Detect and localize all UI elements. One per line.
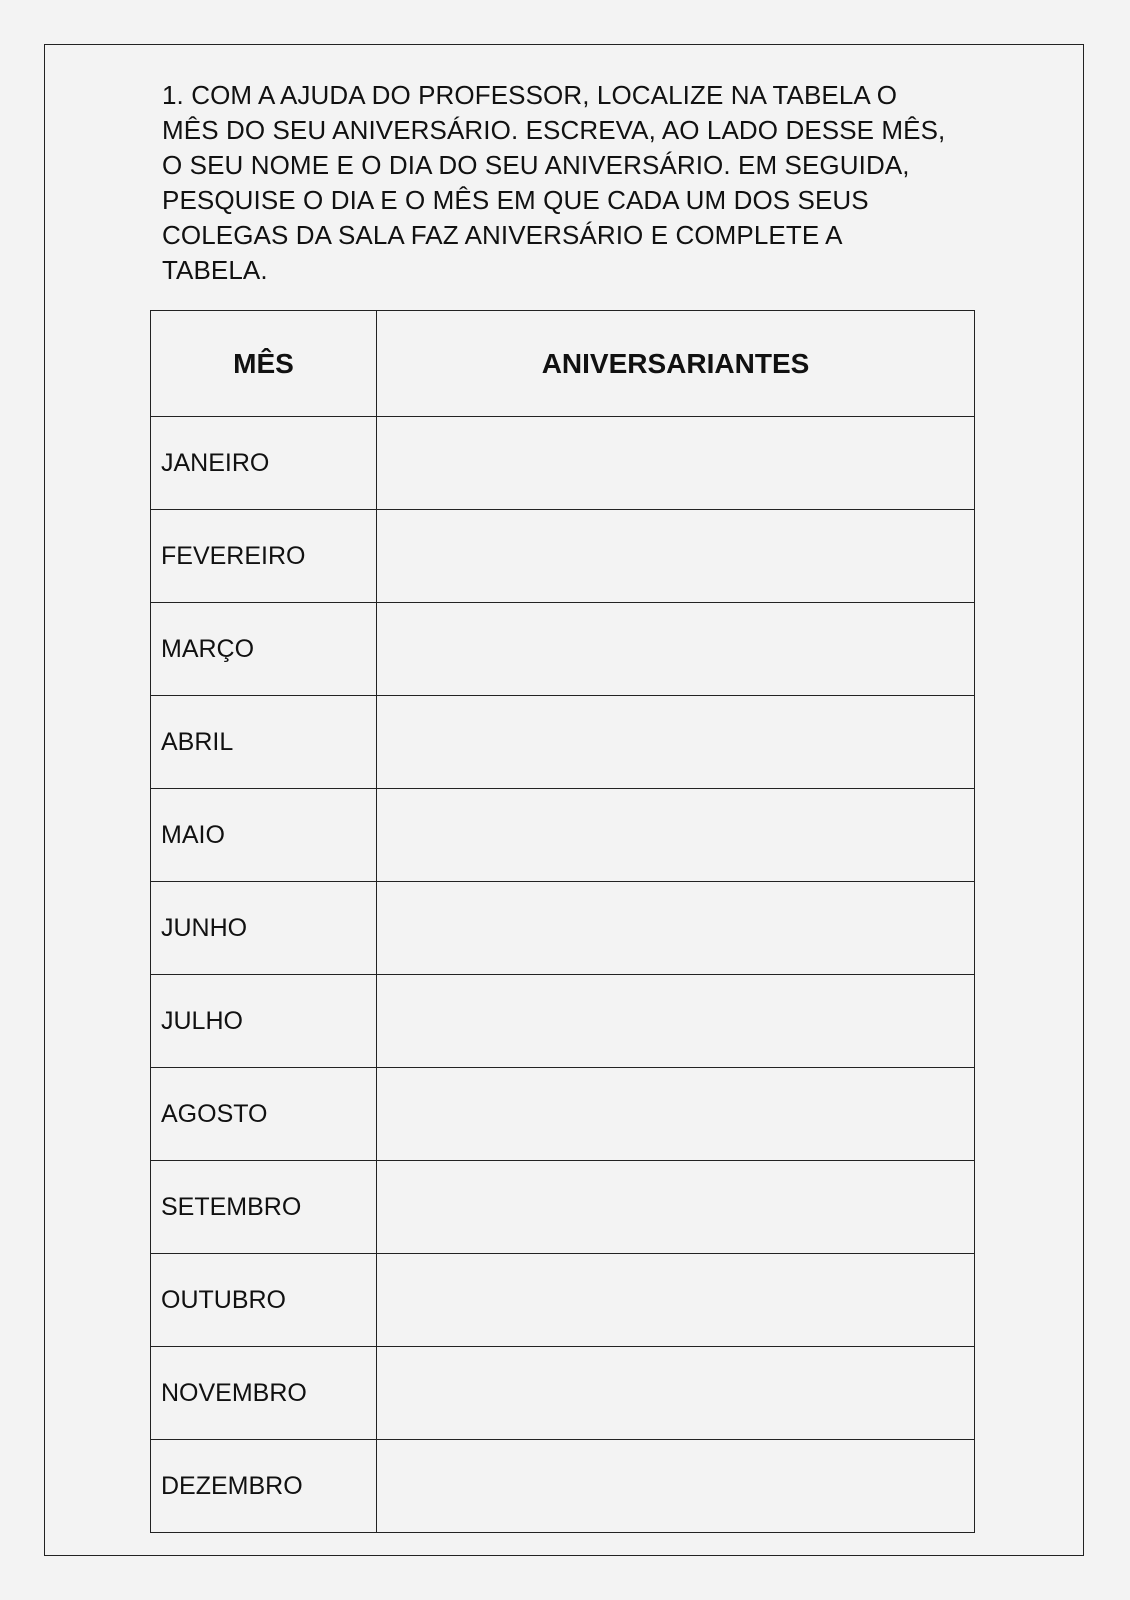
names-cell[interactable] bbox=[377, 1068, 975, 1161]
names-cell[interactable] bbox=[377, 1440, 975, 1533]
month-cell: JULHO bbox=[151, 975, 377, 1068]
instruction-line: 1. COM A AJUDA DO PROFESSOR, LOCALIZE NA TABELA O bbox=[162, 80, 898, 110]
names-cell[interactable] bbox=[377, 789, 975, 882]
names-cell[interactable] bbox=[377, 510, 975, 603]
names-cell[interactable] bbox=[377, 603, 975, 696]
table-row bbox=[151, 1347, 975, 1440]
month-cell: FEVEREIRO bbox=[151, 510, 377, 603]
table-row bbox=[151, 510, 975, 603]
table-row bbox=[151, 1254, 975, 1347]
names-cell[interactable] bbox=[377, 1161, 975, 1254]
month-cell: SETEMBRO bbox=[151, 1161, 377, 1254]
table-row bbox=[151, 789, 975, 882]
month-cell: OUTUBRO bbox=[151, 1254, 377, 1347]
table-row bbox=[151, 975, 975, 1068]
birthday-table bbox=[150, 310, 975, 1533]
table-row bbox=[151, 417, 975, 510]
table-row bbox=[151, 1161, 975, 1254]
instruction-line: COLEGAS DA SALA FAZ ANIVERSÁRIO E COMPLETE A bbox=[162, 220, 843, 250]
table-row bbox=[151, 1440, 975, 1533]
month-cell: JANEIRO bbox=[151, 417, 377, 510]
instruction-line: MÊS DO SEU ANIVERSÁRIO. ESCREVA, AO LADO DESSE MÊS, bbox=[162, 115, 946, 145]
table-row bbox=[151, 1068, 975, 1161]
names-cell[interactable] bbox=[377, 696, 975, 789]
month-column-header: MÊS bbox=[151, 311, 377, 417]
names-cell[interactable] bbox=[377, 882, 975, 975]
table-row bbox=[151, 882, 975, 975]
instruction-line: O SEU NOME E O DIA DO SEU ANIVERSÁRIO. EM SEGUIDA, bbox=[162, 150, 910, 180]
month-cell: MAIO bbox=[151, 789, 377, 882]
names-column-header: ANIVERSARIANTES bbox=[377, 311, 975, 417]
month-cell: AGOSTO bbox=[151, 1068, 377, 1161]
month-cell: JUNHO bbox=[151, 882, 377, 975]
month-cell: ABRIL bbox=[151, 696, 377, 789]
names-cell[interactable] bbox=[377, 975, 975, 1068]
table-header-row bbox=[151, 311, 975, 417]
names-cell[interactable] bbox=[377, 1347, 975, 1440]
month-cell: NOVEMBRO bbox=[151, 1347, 377, 1440]
month-cell: DEZEMBRO bbox=[151, 1440, 377, 1533]
names-cell[interactable] bbox=[377, 1254, 975, 1347]
month-cell: MARÇO bbox=[151, 603, 377, 696]
instruction-line: TABELA. bbox=[162, 255, 268, 285]
table-row bbox=[151, 696, 975, 789]
instructions-text bbox=[162, 78, 982, 288]
instruction-line: PESQUISE O DIA E O MÊS EM QUE CADA UM DOS SEUS bbox=[162, 185, 869, 215]
names-cell[interactable] bbox=[377, 417, 975, 510]
table-row bbox=[151, 603, 975, 696]
